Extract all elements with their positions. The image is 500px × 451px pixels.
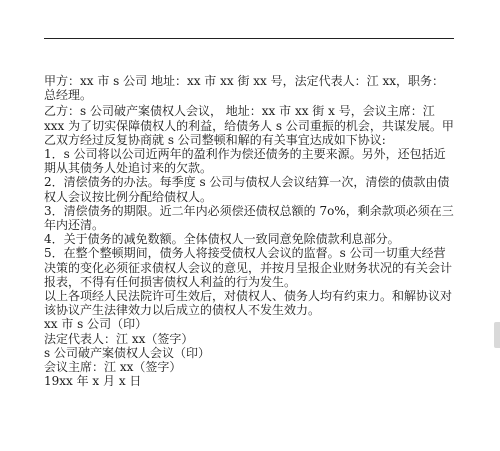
clause-4: 4．关于债务的减免数额。全体债权人一致同意免除债款利息部分。 xyxy=(44,232,400,247)
company-seal-line: xx 市 s 公司（印） xyxy=(44,317,148,332)
party-a-paragraph: 甲方：xx 市 s 公司 地址：xx 市 xx 街 xx 号，法定代表人：江 xx，职务：总经理。 xyxy=(44,74,444,103)
chair-signature-line: 会议主席：江 xx（签字） xyxy=(44,360,182,375)
date-line: 19xx 年 x 月 x 日 xyxy=(44,374,142,389)
agreement-document xyxy=(44,74,454,388)
party-b-paragraph: 乙方：s 公司破产案债权人会议， 地址：xx 市 xx 街 x 号，会议主席：江 xxx 为了切实保障债权人的利益，给债务人 s 公司重振的机会，共谋发展。甲乙双方经过反复协商就 s 公司整顿和解的有关事宜达成如下协议: xyxy=(44,104,454,147)
side-scroll-tab[interactable] xyxy=(494,322,500,348)
clause-3: 3．清偿债务的期限。近二年内必须偿还债权总额的 7o%，剩余款项必须在三年内还清。 xyxy=(44,203,454,233)
clause-1: 1．s 公司将以公司近两年的盈利作为偿还债务的主要来源。另外，还包括近期从其债务人处追讨来的欠款。 xyxy=(44,147,446,176)
top-divider-line xyxy=(44,38,454,39)
clause-5: 5．在整个整顿期间，债务人将接受债权人会议的监督。s 公司一切重大经营决策的变化必须征求债权人会议的意见，并按月呈报企业财务状况的有关会计报表，不得有任何损害债权人利益的行为发生。 xyxy=(44,246,453,289)
creditors-meeting-seal-line: s 公司破产案债权人会议（印） xyxy=(44,345,210,360)
clause-2: 2．清偿债务的办法。每季度 s 公司与债权人会议结算一次，清偿的债款由债权人会议按比例分配给债权人。 xyxy=(44,175,450,204)
legal-rep-signature-line: 法定代表人：江 xx（签字） xyxy=(44,331,194,346)
validity-paragraph: 以上各项经人民法院许可生效后，对债权人、债务人均有约束力。和解协议对该协议产生法律效力以后成立的债权人不发生效力。 xyxy=(44,289,453,318)
